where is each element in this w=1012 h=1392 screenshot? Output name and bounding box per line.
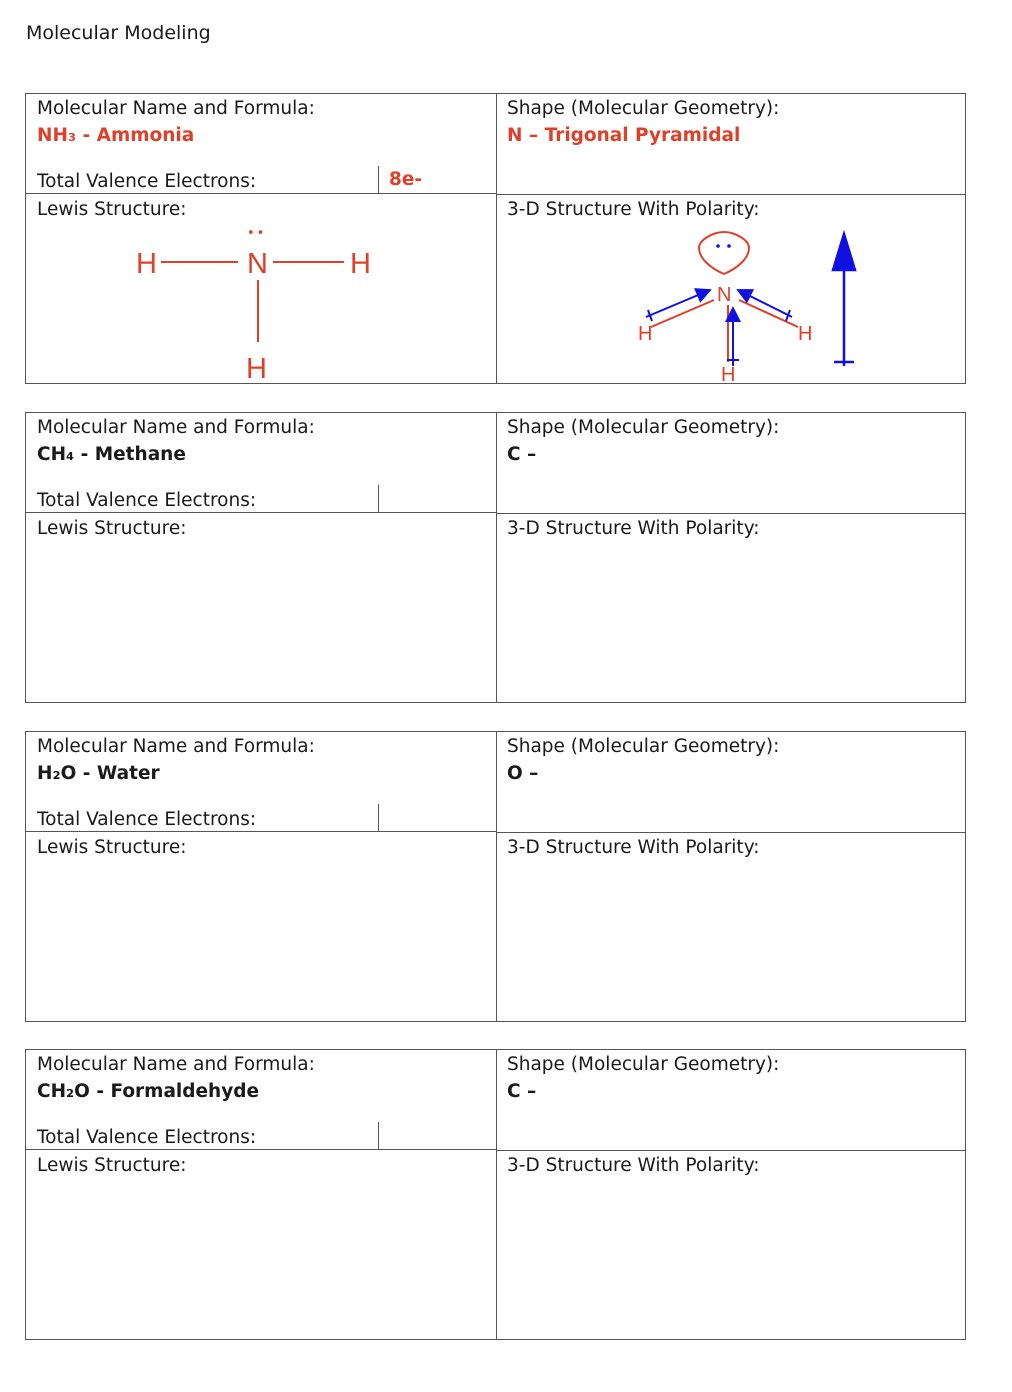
net-dipole-head: [833, 234, 855, 270]
name-formula-label: Molecular Name and Formula:: [37, 417, 315, 438]
molecule-card-methane: [25, 412, 966, 703]
polarity-label: 3-D Structure With Polarity:: [507, 1155, 760, 1176]
molecule-card-formaldehyde: [25, 1049, 966, 1340]
dipole-arrow-left: [646, 290, 710, 317]
shape-value: O –: [507, 763, 539, 784]
formula-value: CH₂O - Formaldehyde: [37, 1081, 260, 1102]
lewis-label: Lewis Structure:: [37, 199, 187, 220]
formula-value: CH₄ - Methane: [37, 444, 186, 465]
valence-label: Total Valence Electrons:: [37, 171, 257, 192]
lewis-label: Lewis Structure:: [37, 837, 187, 858]
shape-label: Shape (Molecular Geometry):: [507, 736, 780, 757]
formula-value: H₂O - Water: [37, 763, 160, 784]
lewis-bottom-h: H: [246, 353, 267, 385]
valence-label: Total Valence Electrons:: [37, 490, 257, 511]
formula-value: NH₃ - Ammonia: [37, 125, 195, 146]
valence-label: Total Valence Electrons:: [37, 1127, 257, 1148]
lewis-left-h: H: [136, 248, 157, 280]
bond-3d-left: [651, 300, 714, 327]
shape-label: Shape (Molecular Geometry):: [507, 98, 780, 119]
molecule-card-ammonia: [25, 93, 966, 384]
valence-label: Total Valence Electrons:: [37, 809, 257, 830]
structure3d-right-h: H: [798, 323, 813, 345]
name-formula-label: Molecular Name and Formula:: [37, 1054, 315, 1075]
lewis-structure-diagram: [26, 94, 496, 384]
lone-pair-lobe: [699, 232, 749, 274]
molecule-card-water: [25, 731, 966, 1022]
lewis-right-h: H: [350, 248, 371, 280]
polarity-label: 3-D Structure With Polarity:: [507, 837, 760, 858]
lone-pair-dot-2: [727, 244, 731, 248]
name-formula-label: Molecular Name and Formula:: [37, 736, 315, 757]
lewis-label: Lewis Structure:: [37, 1155, 187, 1176]
shape-value: C –: [507, 444, 537, 465]
valence-answer-box[interactable]: [378, 804, 496, 831]
lone-pair-dot-1: [716, 244, 720, 248]
valence-answer-box[interactable]: [378, 1122, 496, 1149]
lewis-label: Lewis Structure:: [37, 518, 187, 539]
shape-label: Shape (Molecular Geometry):: [507, 1054, 780, 1075]
lewis-center-atom: N: [247, 248, 268, 280]
shape-label: Shape (Molecular Geometry):: [507, 417, 780, 438]
lewis-lone-pair: ••: [247, 226, 267, 241]
shape-value: N – Trigonal Pyramidal: [507, 125, 741, 146]
structure3d-bottom-h: H: [721, 364, 736, 386]
structure-3d-diagram: [496, 94, 966, 384]
shape-value: C –: [507, 1081, 537, 1102]
polarity-label: 3-D Structure With Polarity:: [507, 518, 760, 539]
page-title: Molecular Modeling: [26, 22, 211, 44]
name-formula-label: Molecular Name and Formula:: [37, 98, 315, 119]
polarity-label: 3-D Structure With Polarity:: [507, 199, 760, 220]
valence-answer-box[interactable]: [378, 485, 496, 512]
structure3d-left-h: H: [638, 323, 653, 345]
structure3d-center-atom: N: [717, 284, 732, 306]
valence-value: 8e-: [389, 169, 423, 190]
